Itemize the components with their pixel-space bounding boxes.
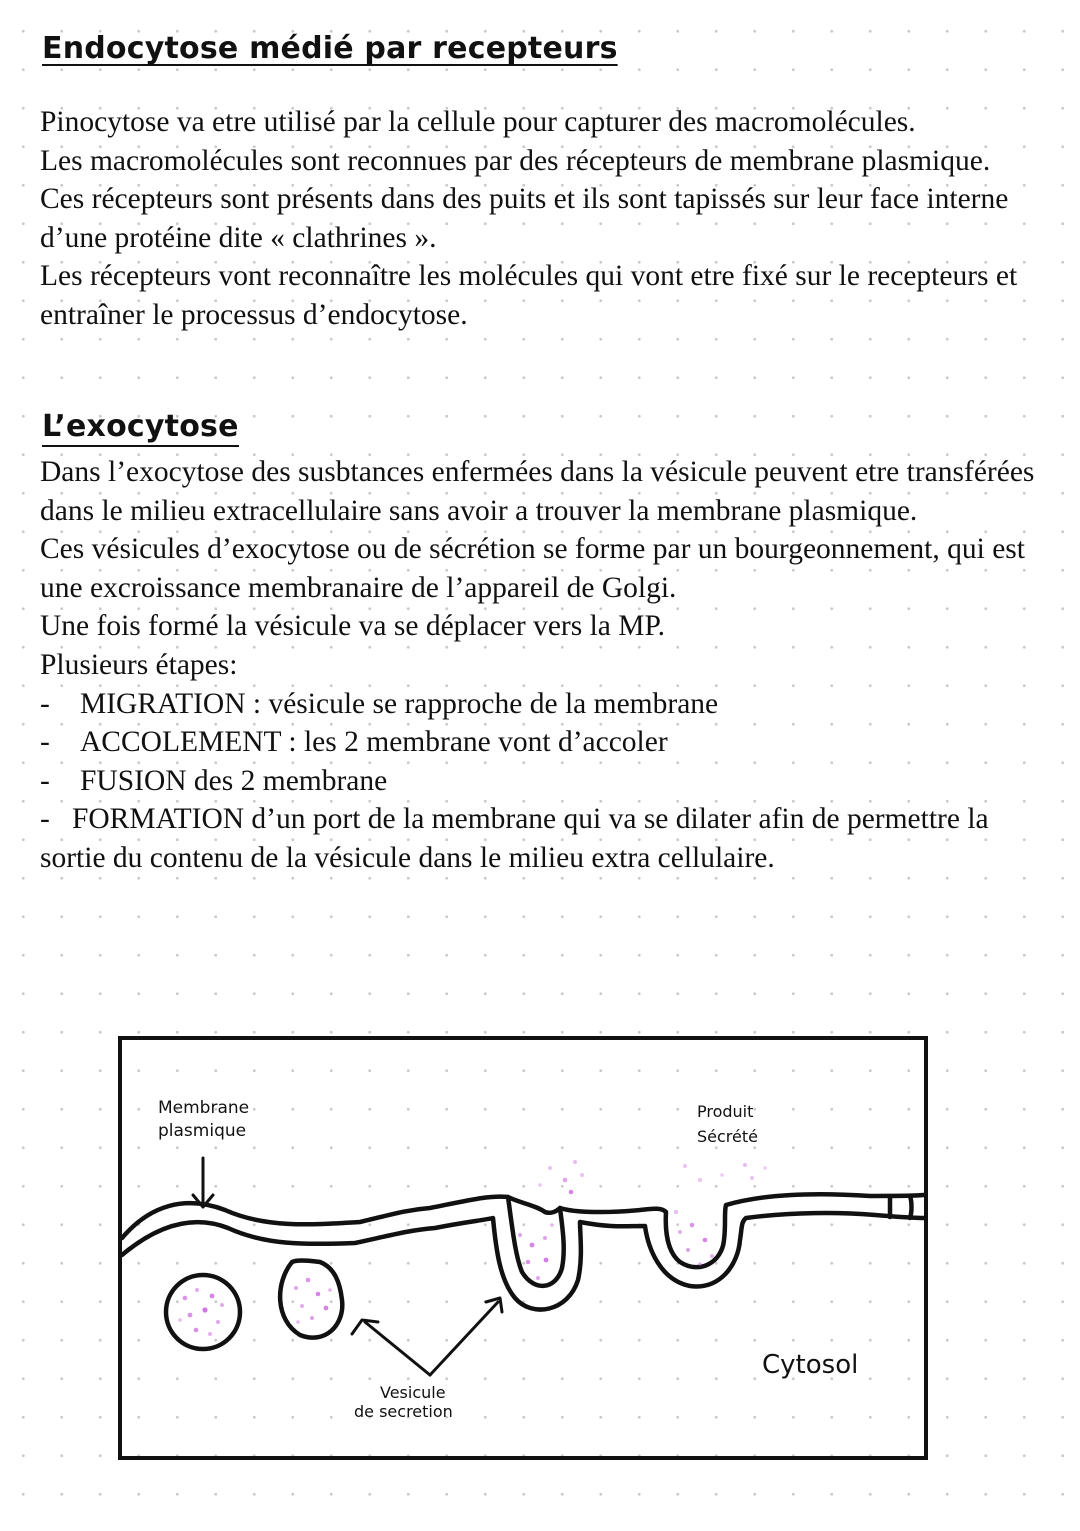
- label-secrete: Sécrété: [697, 1127, 758, 1146]
- arrow-to-port-icon: [430, 1302, 498, 1375]
- bullet-dash: -: [40, 764, 50, 797]
- vesicle-accolement: [280, 1261, 342, 1338]
- plasma-membrane: [122, 1194, 924, 1309]
- arrow-to-vesicle-icon: [365, 1322, 430, 1375]
- paragraph: Ces vésicules d’exocytose ou de sécrétion se forme par un bourgeonnement, qui est une excroissance membranaire de l’appareil de Golgi.: [40, 533, 1025, 604]
- arrows: [193, 1158, 502, 1375]
- bullet-dash: -: [40, 726, 50, 759]
- vesicle-migration: [166, 1275, 240, 1349]
- step-text: FUSION des 2 membrane: [80, 764, 388, 797]
- section-title-exocytose: L’exocytose: [42, 412, 239, 447]
- section-title-endocytose: Endocytose médié par recepteurs: [42, 31, 618, 66]
- paragraph: Pinocytose va etre utilisé par la cellule pour capturer des macromolécules.: [40, 106, 916, 138]
- step-text: ACCOLEMENT : les 2 membrane vont d’accoler: [80, 726, 668, 759]
- label-membrane: Membrane: [158, 1098, 250, 1118]
- step-text: MIGRATION : vésicule se rapproche de la membrane: [80, 687, 719, 720]
- label-cytosol: Cytosol: [762, 1350, 859, 1380]
- paragraph: Ces récepteurs sont présents dans des puits et ils sont tapissés sur leur face interne d’une protéine dite « clathrines ».: [40, 183, 1009, 254]
- paragraph: Plusieurs étapes:: [40, 648, 238, 681]
- label-de-secretion: de secretion: [354, 1402, 453, 1421]
- paragraph: Les récepteurs vont reconnaître les molécules qui vont etre fixé sur le recepteurs et entraîner le processus d’endocytose.: [40, 260, 1018, 331]
- label-vesicule: Vesicule: [380, 1383, 446, 1402]
- paragraph: Dans l’exocytose des susbtances enfermées dans la vésicule peuvent etre transférées dans le milieu extracellulaire sans avoir a trouver la membrane plasmique.: [40, 456, 1035, 527]
- paragraph: Les macromolécules sont reconnues par des récepteurs de membrane plasmique.: [40, 144, 991, 177]
- step-text: FORMATION d’un port de la membrane qui va se dilater afin de permettre la sortie du contenu de la vésicule dans le milieu extra cellulaire.: [40, 803, 989, 874]
- bullet-dash: -: [40, 803, 50, 836]
- secretion-dots: [178, 1160, 767, 1336]
- paragraph: Une fois formé la vésicule va se déplacer vers la MP.: [40, 610, 666, 643]
- vesicles: [166, 1261, 342, 1350]
- bullet-dash: -: [40, 687, 50, 720]
- label-plasmique: plasmique: [158, 1121, 247, 1141]
- label-produit: Produit: [697, 1102, 754, 1121]
